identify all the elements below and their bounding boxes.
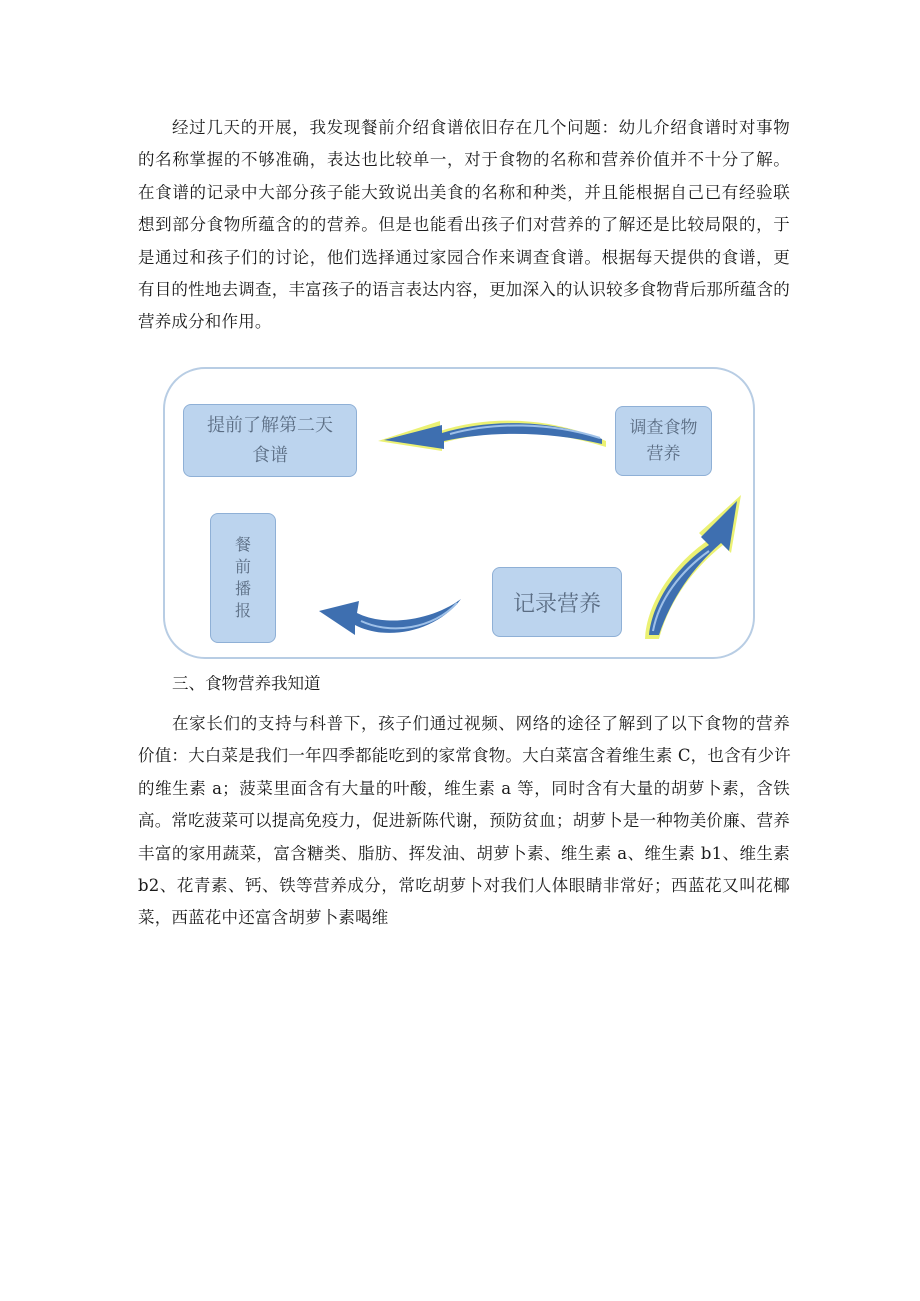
paragraph-nutrition <box>138 708 790 935</box>
process-cycle-diagram <box>163 367 755 659</box>
step-record-nutrition <box>492 567 622 637</box>
section-heading: 三、食物营养我知道 <box>172 674 321 693</box>
paragraph-line: 是通过和孩子们的讨论，他们选择通过家园合作来调查食谱。根据每天提供的食谱，更 <box>138 247 790 267</box>
paragraph-line: 菜，西蓝花中还富含胡萝卜素喝维 <box>138 908 389 928</box>
step-label: 调查食物营养 <box>629 418 698 464</box>
paragraph-line: 有目的性地去调查，丰富孩子的语言表达内容，更加深入的认识较多食物背后那所蕴含的 <box>138 280 790 300</box>
paragraph-intro <box>138 112 790 339</box>
step-label: 记录营养 <box>512 591 601 617</box>
paragraph-line: 营养成分和作用。 <box>138 312 272 332</box>
paragraph-line: 高。常吃菠菜可以提高免疫力，促进新陈代谢，预防贫血；胡萝卜是一种物美价廉、营养 <box>138 811 790 831</box>
paragraph-line: 在食谱的记录中大部分孩子能大致说出美食的名称和种类，并且能根据自己已有经验联 <box>138 182 790 202</box>
paragraph-line: b2、花青素、钙、铁等营养成分，常吃胡萝卜对我们人体眼睛非常好；西蓝花又叫花椰 <box>138 876 790 896</box>
step-research-nutrition <box>615 406 712 476</box>
paragraph-line: 经过几天的开展，我发现餐前介绍食谱依旧存在几个问题：幼儿介绍食谱时对事物 <box>172 118 790 137</box>
step-label: 提前了解第二天食谱 <box>207 414 333 466</box>
arrow-up-icon <box>635 491 745 641</box>
paragraph-line: 想到部分食物所蕴含的的营养。但是也能看出孩子们对营养的了解还是比较局限的，于 <box>138 215 790 235</box>
arrow-left-icon <box>370 407 608 453</box>
step-preview-menu <box>183 404 357 477</box>
paragraph-line: 在家长们的支持与科普下，孩子们通过视频、网络的途径了解到了以下食物的营养 <box>172 714 790 733</box>
paragraph-line: 的名称掌握的不够准确，表达也比较单一，对于食物的名称和营养价值并不十分了解。 <box>138 150 790 170</box>
step-mealtime-broadcast <box>210 513 276 643</box>
paragraph-line: 价值：大白菜是我们一年四季都能吃到的家常食物。大白菜富含着维生素 C，也含有少许 <box>138 746 791 766</box>
step-label: 餐前播报 <box>234 535 251 620</box>
paragraph-line: 丰富的家用蔬菜，富含糖类、脂肪、挥发油、胡萝卜素、维生素 a、维生素 b1、维生素 <box>138 843 790 863</box>
arrow-curve-icon <box>315 593 465 647</box>
paragraph-line: 的维生素 a；菠菜里面含有大量的叶酸，维生素 a 等，同时含有大量的胡萝卜素，含铁 <box>138 778 790 798</box>
